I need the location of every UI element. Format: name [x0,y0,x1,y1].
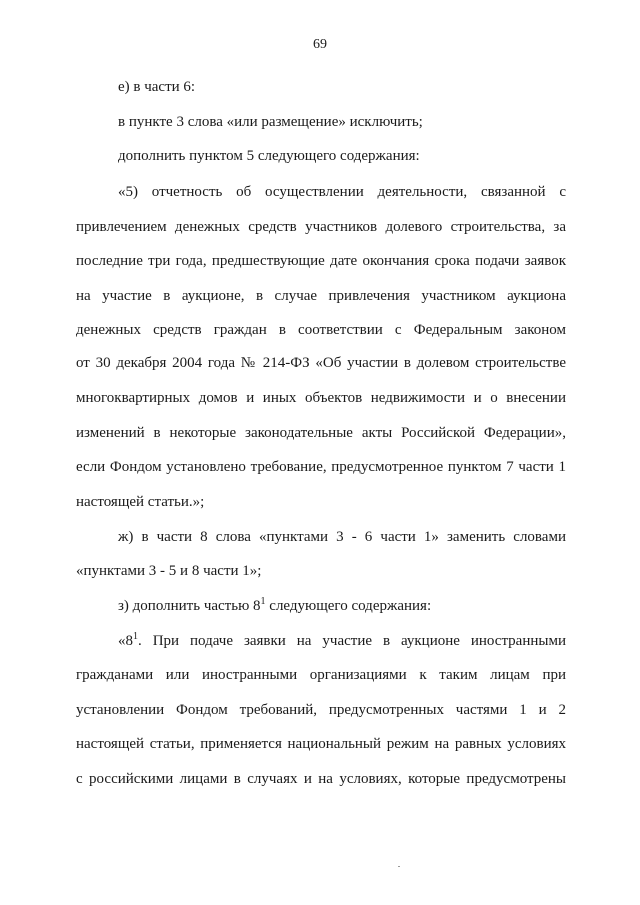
scan-speck [398,866,400,867]
superscript: 1 [133,631,138,642]
text-fragment: . При подаче заявки на участие в аукционе иностранными [138,633,566,649]
paragraph-line: на участие в аукционе, в случае привлечения участником аукциона [76,288,566,304]
paragraph-line: если Фондом установлено требование, предусмотренное пунктом 7 части 1 [76,459,566,475]
paragraph-line: многоквартирных домов и иных объектов недвижимости и о внесении [76,390,566,406]
paragraph-line: «пунктами 3 - 5 и 8 части 1»; [76,563,262,579]
paragraph-line: изменений в некоторые законодательные акты Российской Федерации», [76,425,566,441]
paragraph-line: настоящей статьи, применяется национальный режим на равных условиях [76,736,566,752]
text-fragment: следующего содержания: [265,598,432,614]
paragraph-line: привлечением денежных средств участников долевого строительства, за [76,219,566,235]
paragraph-line: «5) отчетность об осуществлении деятельности, связанной с [118,184,566,200]
item-zh-line: ж) в части 8 слова «пунктами 3 - 6 части 1» заменить словами [118,529,566,545]
paragraph-line: последние три года, предшествующие дате окончания срока подачи заявок [76,253,566,269]
paragraph-line: дополнить пунктом 5 следующего содержания: [118,148,420,164]
paragraph-line: с российскими лицами в случаях и на условиях, которые предусмотрены [76,771,566,787]
page-number: 69 [313,37,327,52]
paragraph-line: гражданами или иностранными организациями к таким лицам при [76,667,566,683]
text-fragment: з) дополнить частью 8 [118,598,261,614]
paragraph-line [118,632,566,650]
paragraph-line: установлении Фондом требований, предусмотренных частями 1 и 2 [76,702,566,718]
item-z-line [118,597,431,615]
paragraph-line: в пункте 3 слова «или размещение» исключить; [118,114,423,130]
item-e-heading: е) в части 6: [118,79,196,95]
superscript: 1 [260,596,266,607]
text-fragment: «8 [118,633,133,649]
paragraph-line: от 30 декабря 2004 года № 214-ФЗ «Об участии в долевом строительстве [76,355,566,371]
paragraph-line: денежных средств граждан в соответствии с Федеральным законом [76,322,566,338]
paragraph-line: настоящей статьи.»; [76,494,205,510]
